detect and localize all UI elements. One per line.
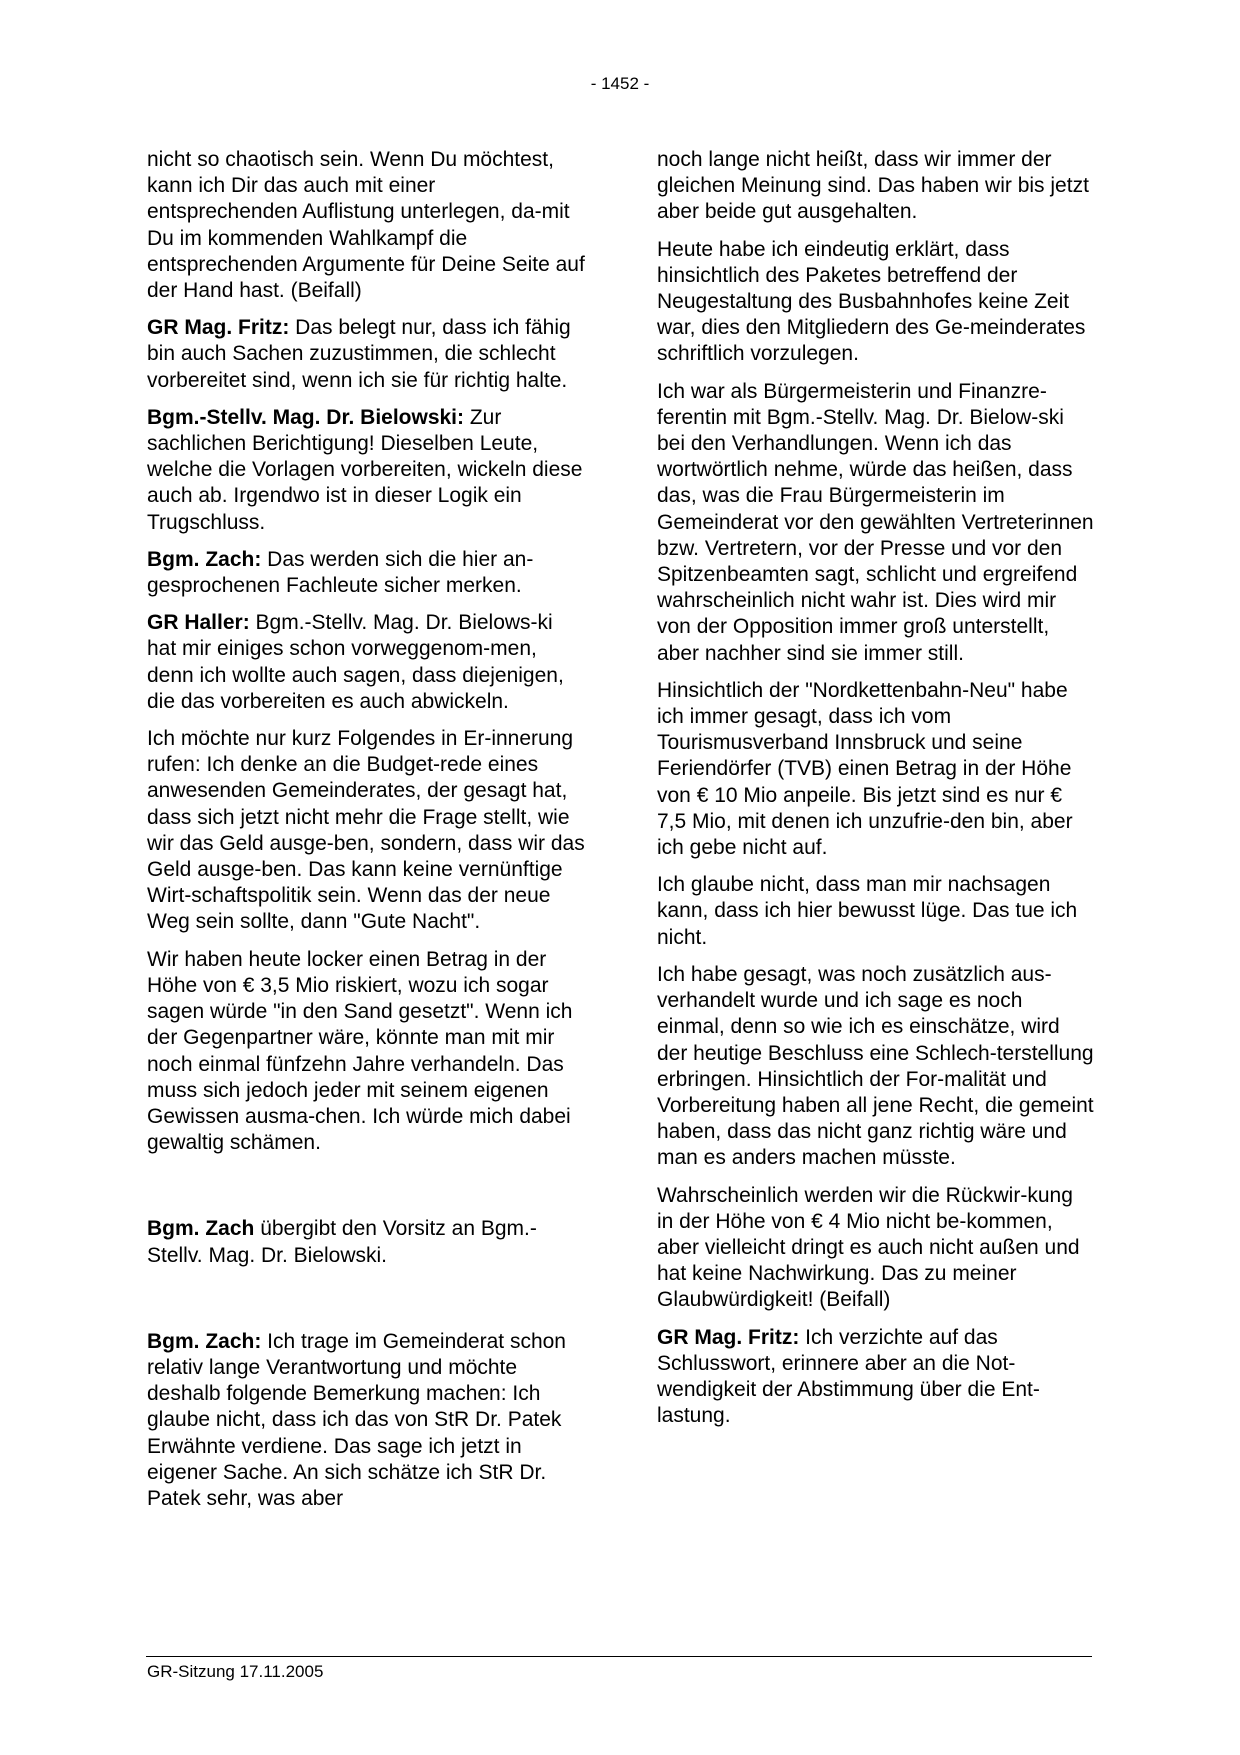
- paragraph-text: Ich möchte nur kurz Folgendes in Er-innerung rufen: Ich denke an die Budget-rede eines anwesenden Gemeinderates, der gesagt hat, dass sich jetzt nicht mehr die Frage stellt, wie wir das Geld ausge-ben, sondern, dass wir das Geld ausge-ben. Das kann keine vernünftige Wirt-schaftspolitik sein. Wenn das der neue Weg sein sollte, dann "Gute Nacht".: [147, 727, 585, 934]
- paragraph: [657, 147, 1095, 226]
- paragraph-text: Bgm.-Stellv. Mag. Dr. Bielows-ki hat mir einiges schon vorweggenom-men, denn ich wollte auch sagen, dass diejenigen, die das vorbereiten es auch abwickeln.: [147, 611, 564, 713]
- paragraph-text: Ich habe gesagt, was noch zusätzlich aus-verhandelt wurde und ich sage es noch einmal, denn so wie ich es einschätze, wird der heutige Beschluss eine Schlech-terstellung erbringen. Hinsichtlich der For-malität und Vorbereitung haben all jene Recht, die gemeint haben, dass das nicht ganz richtig wäre und man es anders machen müsste.: [657, 962, 1094, 1170]
- paragraph-text: Zur sachlichen Berichtigung! Dieselben Leute, welche die Vorlagen vorbereiten, wickeln diese auch ab. Irgendwo ist in dieser Logik ein Trugschluss.: [147, 405, 583, 534]
- paragraph: [147, 547, 585, 599]
- paragraph: [657, 962, 1095, 1172]
- paragraph-text: Ich verzichte auf das Schlusswort, erinnere aber an die Not-wendigkeit der Abstimmung über die Ent-lastung.: [657, 1325, 1040, 1428]
- paragraph-text: Das belegt nur, dass ich fähig bin auch Sachen zuzustimmen, die schlecht vorbereitet sind, wenn ich sie für richtig halte.: [147, 316, 571, 392]
- footer-session-date: GR-Sitzung 17.11.2005: [147, 1662, 324, 1681]
- paragraph: [657, 379, 1095, 667]
- paragraph-text: nicht so chaotisch sein. Wenn Du möchtest, kann ich Dir das auch mit einer entsprechenden Auflistung unterlegen, da-mit Du im kommenden Wahlkampf die entsprechenden Argumente für Deine Seite auf der Hand hast. (Beifall): [147, 148, 585, 303]
- speaker-name: GR Mag. Fritz:: [657, 1325, 800, 1349]
- paragraph-text: Wahrscheinlich werden wir die Rückwir-kung in der Höhe von € 4 Mio nicht be-kommen, aber vielleicht dringt es auch nicht außen und hat keine Nachwirkung. Das zu meiner Glaubwürdigkeit! (Beifall): [657, 1183, 1080, 1312]
- paragraph-text: Ich trage im Gemeinderat schon relativ lange Verantwortung und möchte deshalb folgende Bemerkung machen: Ich glaube nicht, dass ich das von StR Dr. Patek Erwähnte verdiene. Das sage ich jetzt in eigener Sache. An sich schätze ich StR Dr. Patek sehr, was aber: [147, 1329, 566, 1510]
- speaker-name: Bgm. Zach:: [147, 547, 262, 571]
- page-number: - 1452 -: [590, 74, 650, 93]
- paragraph: [657, 1183, 1095, 1314]
- paragraph: [147, 947, 585, 1157]
- paragraph-text: Heute habe ich eindeutig erklärt, dass hinsichtlich des Paketes betreffend der Neugestaltung des Busbahnhofes keine Zeit war, dies den Mitgliedern des Ge-meinderates schriftlich vorzulegen.: [657, 237, 1086, 366]
- paragraph-text: Ich glaube nicht, dass man mir nachsagen kann, dass ich hier bewusst lüge. Das tue ich nicht.: [657, 873, 1078, 949]
- speaker-name: Bgm. Zach:: [147, 1329, 262, 1353]
- paragraph-text: noch lange nicht heißt, dass wir immer der gleichen Meinung sind. Das haben wir bis jetzt aber beide gut ausgehalten.: [657, 148, 1089, 224]
- paragraph: [147, 726, 585, 936]
- paragraph-text: Das werden sich die hier an-gesprochenen Fachleute sicher merken.: [147, 547, 534, 598]
- right-column: [657, 147, 1095, 1440]
- paragraph-text: Hinsichtlich der "Nordkettenbahn-Neu" habe ich immer gesagt, dass ich vom Tourismusverband Innsbruck und seine Feriendörfer (TVB) einen Betrag in der Höhe von € 10 Mio anpeile. Bis jetzt sind es nur € 7,5 Mio, mit denen ich unzufrie-den bin, aber ich gebe nicht auf.: [657, 678, 1073, 860]
- speaker-name: Bgm.-Stellv. Mag. Dr. Bielowski:: [147, 405, 465, 429]
- paragraph: [657, 678, 1095, 861]
- paragraph: [657, 872, 1095, 951]
- paragraph: [147, 315, 585, 394]
- footer-divider: [146, 1656, 1092, 1657]
- paragraph: [657, 237, 1095, 368]
- speaker-name: Bgm. Zach: [147, 1217, 255, 1241]
- paragraph: [147, 405, 585, 536]
- speaker-name: GR Haller:: [147, 611, 250, 635]
- paragraph-text: Ich war als Bürgermeisterin und Finanzre-ferentin mit Bgm.-Stellv. Mag. Dr. Bielow-ski bei den Verhandlungen. Wenn ich das wortwörtlich nehme, würde das heißen, dass das, was die Frau Bürgermeisterin im Gemeinderat vor den gewählten Vertreterinnen bzw. Vertretern, vor der Presse und vor den Spitzenbeamten sagt, schlicht und ergreifend wahrscheinlich nicht wahr ist. Dies wird mir von der Opposition immer groß unterstellt, aber nachher sind sie immer still.: [657, 379, 1094, 665]
- paragraph-text: Wir haben heute locker einen Betrag in der Höhe von € 3,5 Mio riskiert, wozu ich sogar sagen würde "in den Sand gesetzt". Wenn ich der Gegenpartner wäre, könnte man mit mir noch einmal fünfzehn Jahre verhandeln. Das muss sich jedoch jeder mit seinem eigenen Gewissen ausma-chen. Ich würde mich dabei gewaltig schämen.: [147, 947, 573, 1155]
- left-column: [147, 147, 585, 1523]
- paragraph: [147, 1216, 585, 1268]
- paragraph-text: übergibt den Vorsitz an Bgm.-Stellv. Mag. Dr. Bielowski.: [147, 1217, 537, 1267]
- paragraph: [147, 610, 585, 715]
- paragraph: [147, 1329, 585, 1512]
- paragraph: [147, 147, 585, 304]
- paragraph: [657, 1325, 1095, 1430]
- speaker-name: GR Mag. Fritz:: [147, 316, 290, 340]
